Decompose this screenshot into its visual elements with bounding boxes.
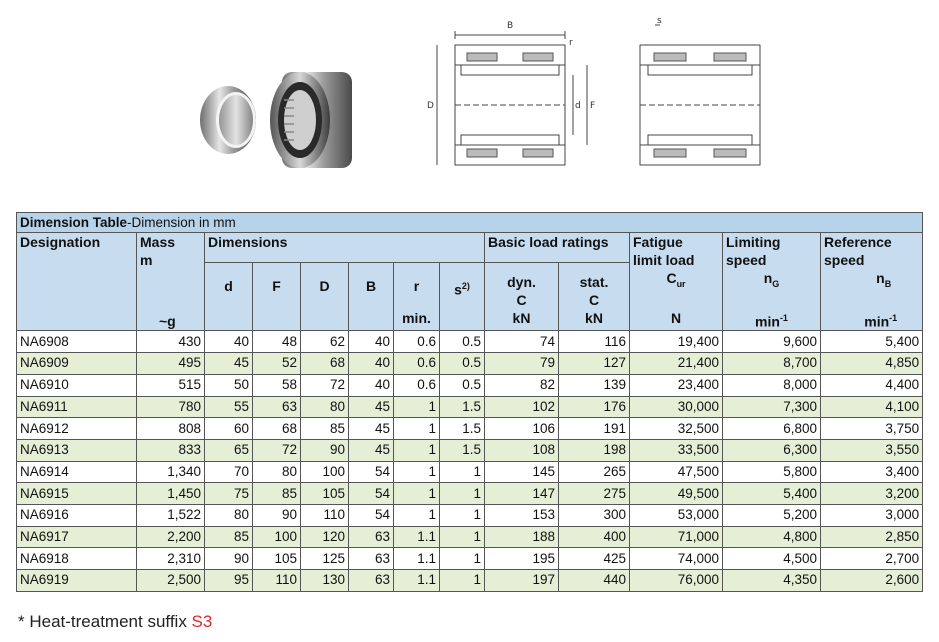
- cell-designation: NA6913: [17, 439, 137, 461]
- cell-F: 63: [253, 396, 301, 418]
- cell-stat: 300: [559, 504, 630, 526]
- cell-d: 45: [205, 353, 253, 375]
- cell-mass: 515: [137, 374, 205, 396]
- cell-s: 1: [440, 526, 485, 548]
- cell-dyn: 74: [485, 331, 559, 353]
- dim-label-r: r: [569, 38, 573, 48]
- footnote: * Heat-treatment suffix S3: [18, 612, 213, 631]
- cell-mass: 495: [137, 353, 205, 375]
- cell-r: 1: [394, 418, 440, 440]
- dim-label-d: d: [575, 101, 581, 111]
- cell-reference: 3,750: [821, 418, 923, 440]
- cell-F: 100: [253, 526, 301, 548]
- cell-s: 1.5: [440, 396, 485, 418]
- cell-limiting: 8,700: [723, 353, 821, 375]
- cell-D: 110: [301, 504, 349, 526]
- cell-d: 95: [205, 570, 253, 592]
- cell-r: 1: [394, 396, 440, 418]
- table-row: [17, 483, 923, 505]
- cell-limiting: 9,600: [723, 331, 821, 353]
- cell-designation: NA6919: [17, 570, 137, 592]
- table-row: [17, 439, 923, 461]
- cell-limiting: 7,300: [723, 396, 821, 418]
- cell-designation: NA6909: [17, 353, 137, 375]
- header-designation: Designation: [17, 233, 137, 331]
- cell-r: 1: [394, 461, 440, 483]
- cell-designation: NA6914: [17, 461, 137, 483]
- cell-reference: 3,000: [821, 504, 923, 526]
- cell-r: 1: [394, 483, 440, 505]
- cell-dyn: 197: [485, 570, 559, 592]
- cell-designation: NA6915: [17, 483, 137, 505]
- cell-r: 1.1: [394, 526, 440, 548]
- cell-dyn: 106: [485, 418, 559, 440]
- cell-r: 1.1: [394, 548, 440, 570]
- cell-s: 0.5: [440, 374, 485, 396]
- table-title: Dimension Table-Dimension in mm: [17, 213, 923, 233]
- bearing-photo: [190, 60, 380, 180]
- cell-D: 85: [301, 418, 349, 440]
- cell-dyn: 147: [485, 483, 559, 505]
- cell-stat: 127: [559, 353, 630, 375]
- cell-s: 1: [440, 548, 485, 570]
- cross-section-drawing-outer: [630, 15, 770, 185]
- cell-B: 40: [349, 331, 394, 353]
- header-D: D: [301, 263, 349, 331]
- cell-reference: 2,700: [821, 548, 923, 570]
- cell-B: 45: [349, 439, 394, 461]
- cell-dyn: 82: [485, 374, 559, 396]
- cell-s: 1.5: [440, 418, 485, 440]
- cell-fatigue: 23,400: [630, 374, 723, 396]
- cell-d: 85: [205, 526, 253, 548]
- cell-reference: 2,600: [821, 570, 923, 592]
- cell-limiting: 5,400: [723, 483, 821, 505]
- cell-mass: 1,340: [137, 461, 205, 483]
- cell-stat: 139: [559, 374, 630, 396]
- cell-limiting: 5,200: [723, 504, 821, 526]
- cell-B: 40: [349, 374, 394, 396]
- table-row: [17, 570, 923, 592]
- cell-D: 130: [301, 570, 349, 592]
- cell-F: 105: [253, 548, 301, 570]
- cell-s: 0.5: [440, 331, 485, 353]
- cell-mass: 430: [137, 331, 205, 353]
- cell-r: 1: [394, 439, 440, 461]
- cell-r: 0.6: [394, 353, 440, 375]
- cell-limiting: 6,300: [723, 439, 821, 461]
- cell-B: 63: [349, 570, 394, 592]
- cell-F: 85: [253, 483, 301, 505]
- header-fatigue: Fatigue limit load $C_{ur}$ N: [630, 233, 723, 331]
- cell-fatigue: 30,000: [630, 396, 723, 418]
- cell-mass: 2,310: [137, 548, 205, 570]
- cell-d: 55: [205, 396, 253, 418]
- cell-mass: 2,200: [137, 526, 205, 548]
- cell-F: 110: [253, 570, 301, 592]
- header-reference-speed: Reference speed $n_B$ $\min^{-1}$: [821, 233, 923, 331]
- cell-stat: 425: [559, 548, 630, 570]
- cell-d: 90: [205, 548, 253, 570]
- table-row: [17, 548, 923, 570]
- cell-mass: 1,450: [137, 483, 205, 505]
- cell-B: 63: [349, 526, 394, 548]
- cell-mass: 808: [137, 418, 205, 440]
- cell-designation: NA6911: [17, 396, 137, 418]
- header-dimensions: Dimensions: [205, 233, 485, 263]
- cell-d: 70: [205, 461, 253, 483]
- cell-limiting: 4,350: [723, 570, 821, 592]
- cell-fatigue: 74,000: [630, 548, 723, 570]
- cell-mass: 780: [137, 396, 205, 418]
- cell-stat: 440: [559, 570, 630, 592]
- cell-limiting: 4,500: [723, 548, 821, 570]
- cell-r: 0.6: [394, 374, 440, 396]
- cell-F: 72: [253, 439, 301, 461]
- cell-stat: 400: [559, 526, 630, 548]
- cell-designation: NA6918: [17, 548, 137, 570]
- cell-reference: 3,200: [821, 483, 923, 505]
- cell-fatigue: 33,500: [630, 439, 723, 461]
- cell-D: 68: [301, 353, 349, 375]
- needle-bearing-photo: [270, 72, 352, 168]
- cell-B: 54: [349, 461, 394, 483]
- cell-D: 72: [301, 374, 349, 396]
- cell-r: 0.6: [394, 331, 440, 353]
- cell-stat: 176: [559, 396, 630, 418]
- cell-dyn: 153: [485, 504, 559, 526]
- header-mass: Mass m ~g: [137, 233, 205, 331]
- cell-d: 60: [205, 418, 253, 440]
- cell-fatigue: 71,000: [630, 526, 723, 548]
- cell-d: 65: [205, 439, 253, 461]
- cell-designation: NA6910: [17, 374, 137, 396]
- cell-s: 1.5: [440, 439, 485, 461]
- table-row: [17, 526, 923, 548]
- cell-designation: NA6908: [17, 331, 137, 353]
- cell-F: 68: [253, 418, 301, 440]
- cell-dyn: 108: [485, 439, 559, 461]
- cross-section-drawing-with-inner-ring: [425, 15, 605, 185]
- cell-d: 50: [205, 374, 253, 396]
- header-basic-load: Basic load ratings: [485, 233, 630, 263]
- header-B: B: [349, 263, 394, 331]
- cell-limiting: 8,000: [723, 374, 821, 396]
- table-row: [17, 353, 923, 375]
- cell-reference: 2,850: [821, 526, 923, 548]
- table-row: [17, 418, 923, 440]
- header-stat: stat. C kN: [559, 263, 630, 331]
- cell-s: 1: [440, 570, 485, 592]
- dim-label-F: F: [590, 101, 596, 111]
- header-r: r min.: [394, 263, 440, 331]
- suffix-code: S3: [191, 612, 213, 631]
- table-row: [17, 374, 923, 396]
- cell-d: 40: [205, 331, 253, 353]
- cell-D: 120: [301, 526, 349, 548]
- cell-stat: 275: [559, 483, 630, 505]
- cell-D: 80: [301, 396, 349, 418]
- cell-fatigue: 53,000: [630, 504, 723, 526]
- header-F: F: [253, 263, 301, 331]
- header-limiting-speed: Limiting speed $n_G$ $\min^{-1}$: [723, 233, 821, 331]
- cell-stat: 198: [559, 439, 630, 461]
- cell-reference: 3,550: [821, 439, 923, 461]
- dimension-table: [16, 212, 923, 592]
- cell-dyn: 145: [485, 461, 559, 483]
- cell-fatigue: 49,500: [630, 483, 723, 505]
- cell-s: 0.5: [440, 353, 485, 375]
- cell-fatigue: 76,000: [630, 570, 723, 592]
- cell-fatigue: 47,500: [630, 461, 723, 483]
- cell-D: 125: [301, 548, 349, 570]
- cell-fatigue: 19,400: [630, 331, 723, 353]
- table-row: [17, 461, 923, 483]
- cell-d: 75: [205, 483, 253, 505]
- dim-label-D: D: [427, 101, 434, 111]
- cell-fatigue: 21,400: [630, 353, 723, 375]
- table-row: [17, 504, 923, 526]
- header-dyn: dyn. C kN: [485, 263, 559, 331]
- cell-stat: 191: [559, 418, 630, 440]
- cell-F: 90: [253, 504, 301, 526]
- cell-B: 54: [349, 483, 394, 505]
- cell-reference: 5,400: [821, 331, 923, 353]
- table-row: [17, 396, 923, 418]
- cell-stat: 265: [559, 461, 630, 483]
- cell-D: 105: [301, 483, 349, 505]
- cell-r: 1.1: [394, 570, 440, 592]
- dim-label-B: B: [507, 21, 514, 31]
- dim-label-s: s: [657, 16, 662, 26]
- cell-d: 80: [205, 504, 253, 526]
- cell-designation: NA6916: [17, 504, 137, 526]
- cell-B: 54: [349, 504, 394, 526]
- cell-s: 1: [440, 504, 485, 526]
- table-body: [17, 331, 923, 591]
- cell-dyn: 79: [485, 353, 559, 375]
- cell-B: 40: [349, 353, 394, 375]
- table-row: [17, 331, 923, 353]
- cell-D: 90: [301, 439, 349, 461]
- cell-designation: NA6912: [17, 418, 137, 440]
- cell-D: 100: [301, 461, 349, 483]
- cell-mass: 1,522: [137, 504, 205, 526]
- cell-designation: NA6917: [17, 526, 137, 548]
- cell-dyn: 188: [485, 526, 559, 548]
- header-d: d: [205, 263, 253, 331]
- cell-F: 52: [253, 353, 301, 375]
- cell-reference: 4,100: [821, 396, 923, 418]
- cell-dyn: 102: [485, 396, 559, 418]
- cell-fatigue: 32,500: [630, 418, 723, 440]
- cell-limiting: 5,800: [723, 461, 821, 483]
- cell-reference: 4,850: [821, 353, 923, 375]
- cell-reference: 4,400: [821, 374, 923, 396]
- inner-ring-photo: [200, 86, 256, 154]
- cell-limiting: 4,800: [723, 526, 821, 548]
- cell-mass: 2,500: [137, 570, 205, 592]
- dimension-table-container: [16, 212, 922, 592]
- cell-B: 63: [349, 548, 394, 570]
- cell-F: 48: [253, 331, 301, 353]
- cell-r: 1: [394, 504, 440, 526]
- cell-s: 1: [440, 483, 485, 505]
- cell-F: 80: [253, 461, 301, 483]
- cell-D: 62: [301, 331, 349, 353]
- cell-B: 45: [349, 396, 394, 418]
- cell-limiting: 6,800: [723, 418, 821, 440]
- cell-dyn: 195: [485, 548, 559, 570]
- header-s: $s^{2)}$: [440, 263, 485, 331]
- cell-s: 1: [440, 461, 485, 483]
- cell-B: 45: [349, 418, 394, 440]
- cell-F: 58: [253, 374, 301, 396]
- cell-mass: 833: [137, 439, 205, 461]
- cell-stat: 116: [559, 331, 630, 353]
- cell-reference: 3,400: [821, 461, 923, 483]
